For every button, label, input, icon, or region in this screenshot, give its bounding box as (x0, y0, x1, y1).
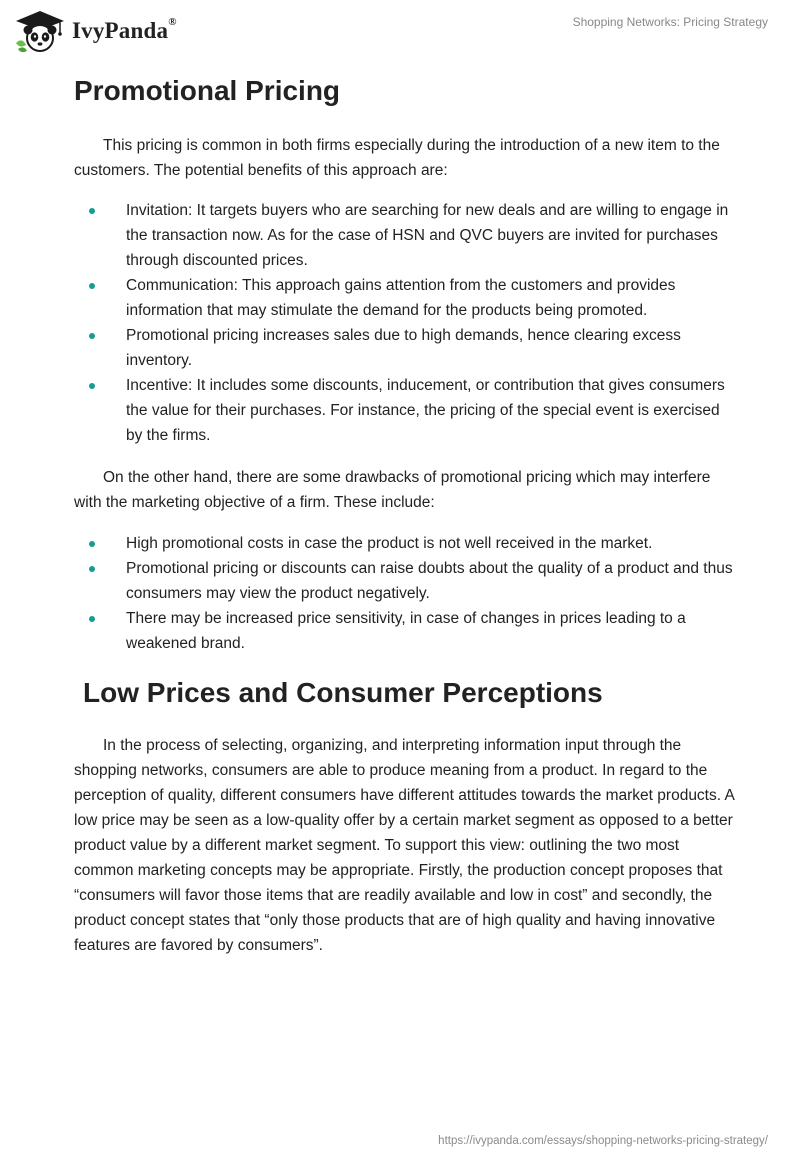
bullet-icon (89, 208, 95, 214)
list-item (74, 531, 734, 556)
list-item-text: High promotional costs in case the product is not well received in the market. (126, 535, 653, 552)
bullet-icon (89, 541, 95, 547)
brand-name (72, 18, 177, 44)
list-item (74, 273, 734, 323)
list-item-text: Promotional pricing increases sales due to high demands, hence clearing excess inventory. (126, 327, 681, 369)
section-heading-low-prices: Low Prices and Consumer Perceptions (83, 677, 603, 708)
list-item-text: Incentive: It includes some discounts, inducement, or contribution that gives consumers the value for their purchases. For instance, the pricing of the special event is exercised by the firms. (126, 377, 725, 444)
ivypanda-logo[interactable] (14, 9, 177, 53)
document-title: Shopping Networks: Pricing Strategy (572, 15, 768, 29)
list-item (74, 556, 734, 606)
list-item-text: Invitation: It targets buyers who are searching for new deals and are willing to engage in the transaction now. As for the case of HSN and QVC buyers are invited for purchases through discounted prices. (126, 202, 729, 269)
section-heading-promotional-pricing: Promotional Pricing (74, 75, 341, 106)
brand-text: IvyPanda (72, 18, 169, 43)
registered-mark: ® (168, 16, 177, 28)
intro-paragraph: This pricing is common in both firms especially during the introduction of a new item to the customers. The potential benefits of this approach are: (74, 137, 720, 179)
benefits-list (74, 198, 734, 448)
list-item (74, 198, 734, 273)
panda-graduation-cap-icon (14, 9, 66, 53)
list-item-text: There may be increased price sensitivity, in case of changes in prices leading to a weakened brand. (126, 610, 686, 652)
bullet-icon (89, 283, 95, 289)
bullet-icon (89, 566, 95, 572)
list-item-text: Communication: This approach gains attention from the customers and provides information that may stimulate the demand for the products being promoted. (126, 277, 676, 319)
list-item (74, 323, 734, 373)
bullet-icon (89, 616, 95, 622)
drawbacks-intro-paragraph: On the other hand, there are some drawbacks of promotional pricing which may interfere with the marketing objective of a firm. These include: (74, 469, 711, 511)
list-item-text: Promotional pricing or discounts can raise doubts about the quality of a product and thus consumers may view the product negatively. (126, 560, 733, 602)
list-item (74, 373, 734, 448)
source-url[interactable]: https://ivypanda.com/essays/shopping-networks-pricing-strategy/ (438, 1135, 768, 1147)
drawbacks-list (74, 531, 734, 656)
bullet-icon (89, 383, 95, 389)
list-item (74, 606, 734, 656)
low-prices-paragraph: In the process of selecting, organizing, and interpreting information input through the shopping networks, consumers are able to produce meaning from a product. In regard to the perception of quality, different consumers have different attitudes towards the market products. A low price may be seen as a low-quality offer by a certain market segment as opposed to a better product value by a different market segment. To support this view: outlining the two most common marketing concepts may be appropriate. Firstly, the production concept proposes that “consumers will favor those items that are readily available and low in cost” and secondly, the product concept states that “only those products that are of high quality and having innovative features are favored by consumers”. (74, 737, 734, 954)
bullet-icon (89, 333, 95, 339)
